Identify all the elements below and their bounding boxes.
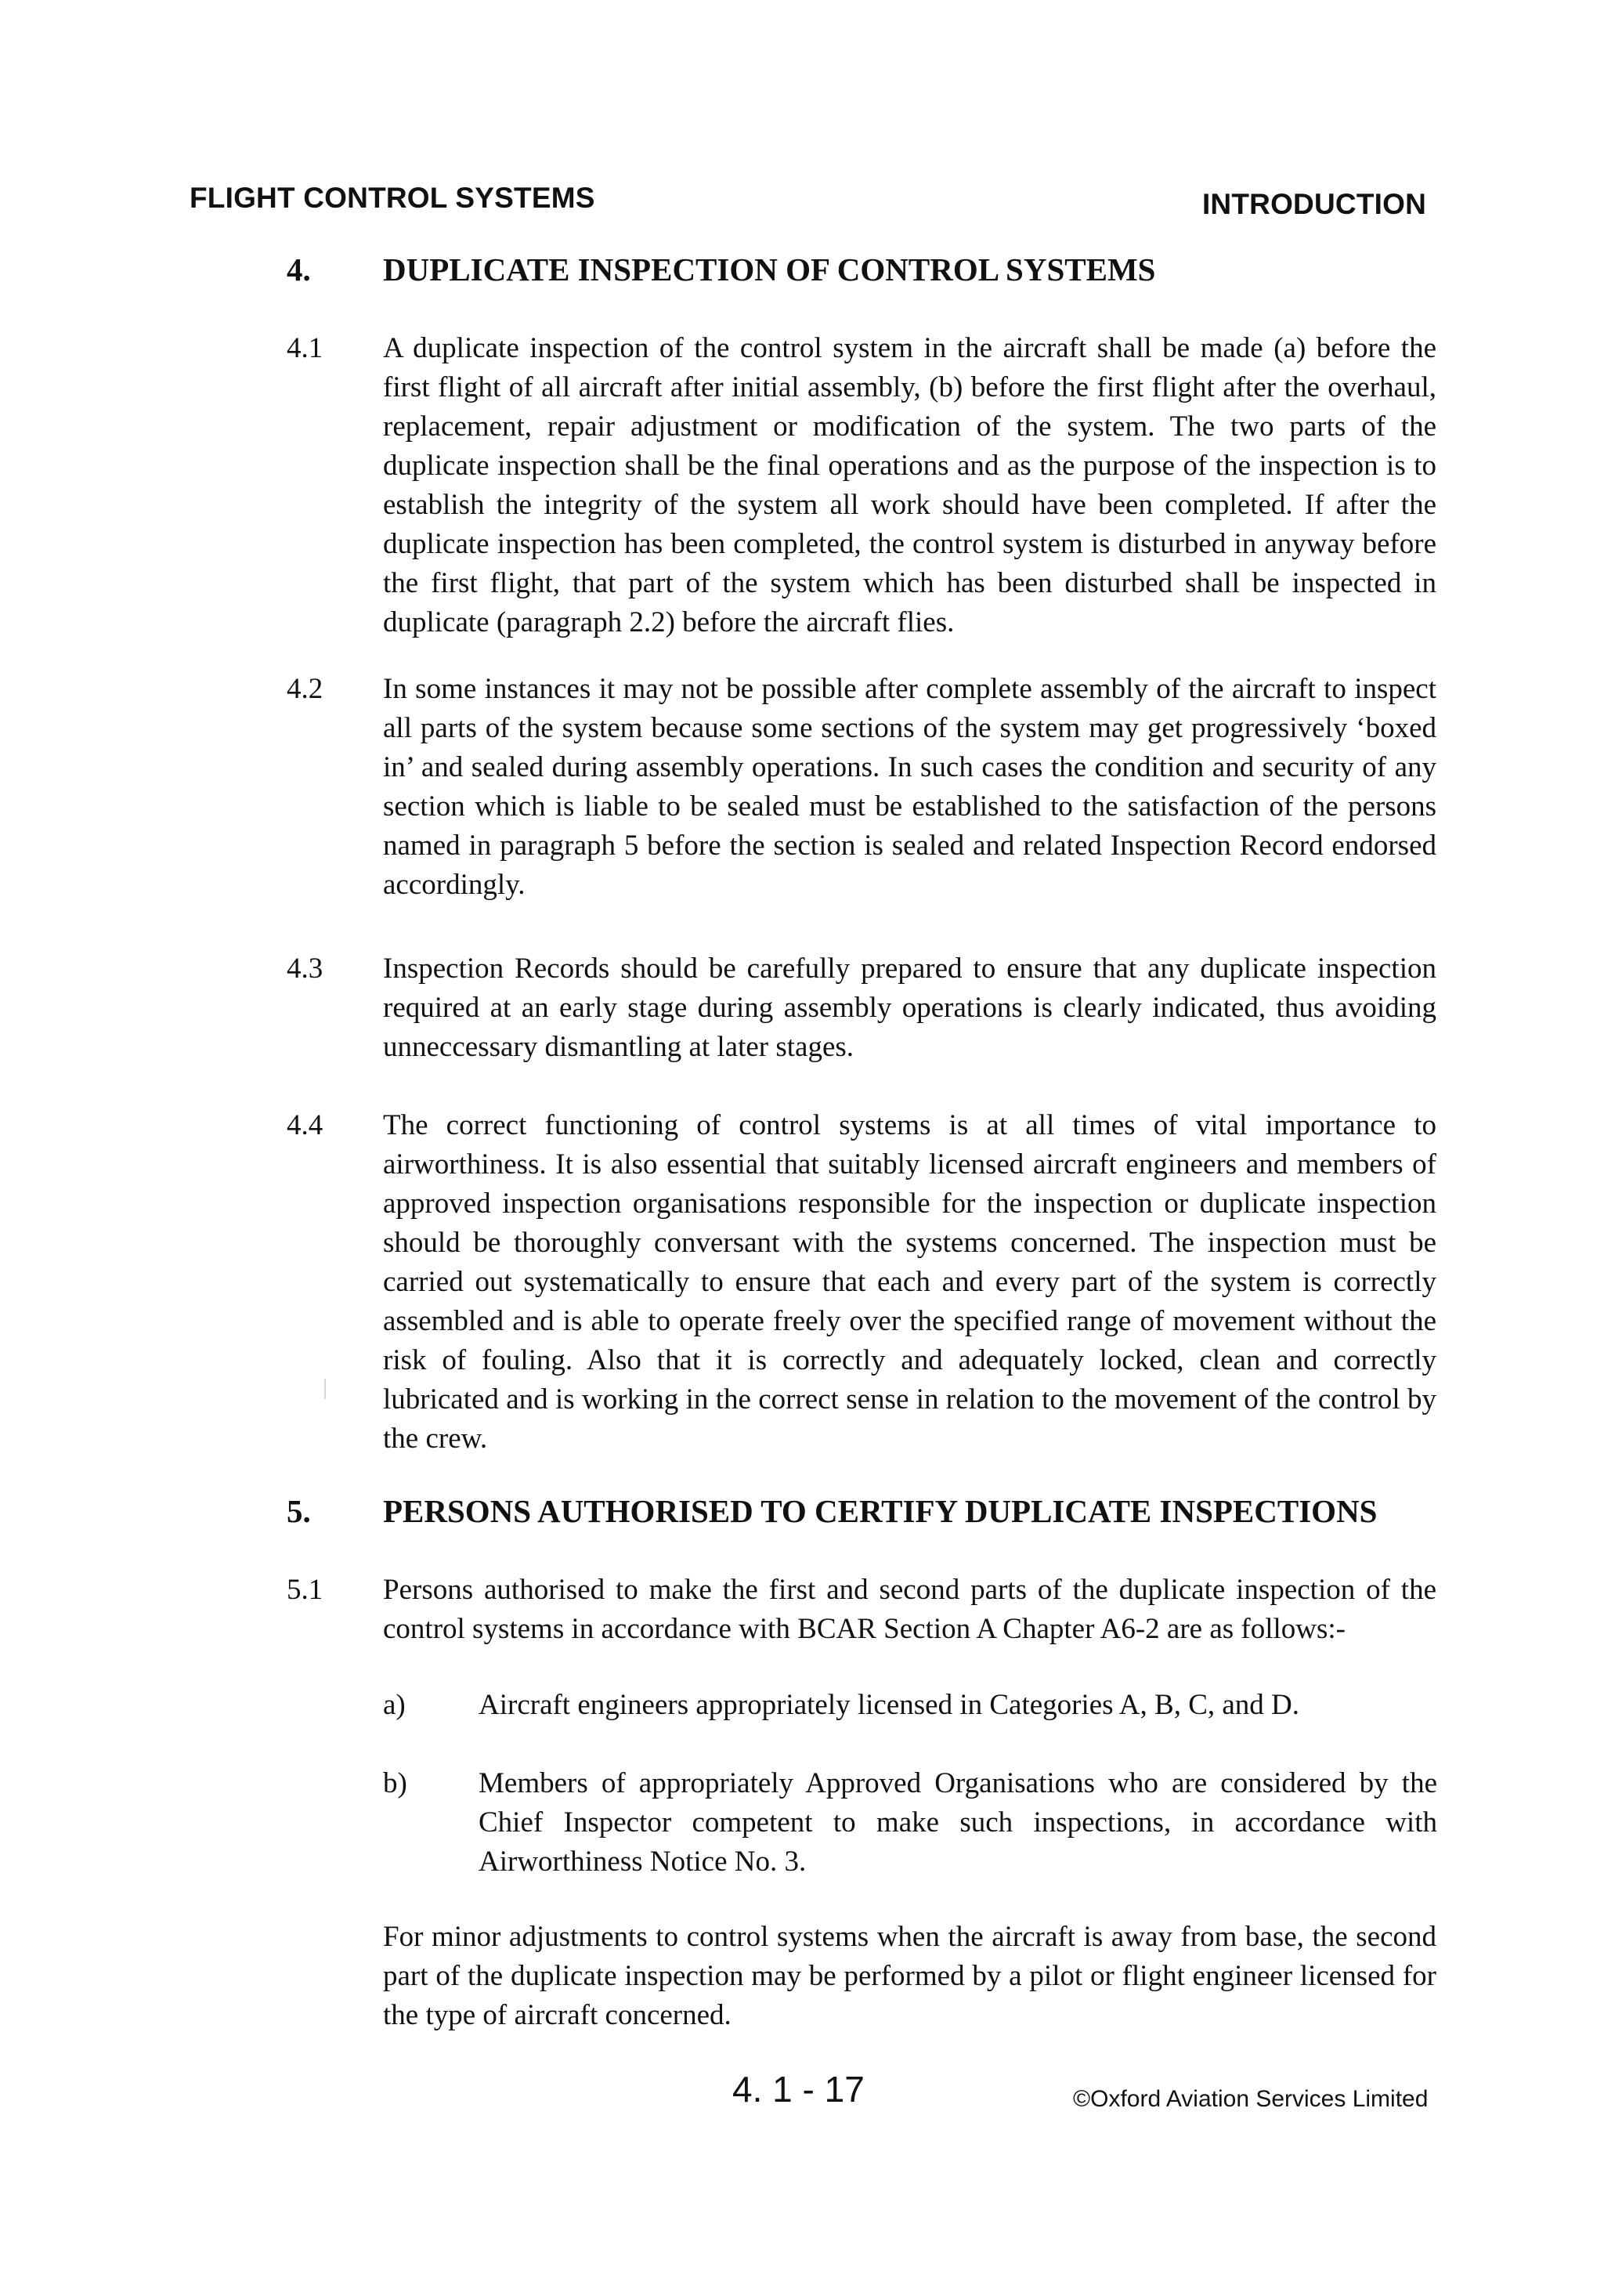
section-5-number: 5. [287,1493,311,1529]
paragraph-4-2-number: 4.2 [287,673,323,705]
paragraph-4-1-text: A duplicate inspection of the control system in the aircraft shall be made (a) before the first flight of all aircraft after initial assembly, (b) before the first flight after the overhaul, replacement, repair adjustment or modification of the system. The two parts of the duplicate inspection shall be the final operations and as the purpose of the inspection is to establish the integrity of the system all work should have been completed. If after the duplicate inspection has been completed, the control system is disturbed in anyway before the first flight, that part of the system which has been disturbed shall be inspected in duplicate (paragraph 2.2) before the aircraft flies. [383,332,1436,638]
running-header-section: INTRODUCTION [1201,188,1426,220]
copyright-notice: ©Oxford Aviation Services Limited [1073,2086,1429,2112]
paragraph-4-1-number: 4.1 [287,332,323,364]
closing-paragraph: For minor adjustments to control systems when the aircraft is away from base, the second part of the duplicate inspection may be performed by a pilot or flight engineer licensed for the type of aircraft concerned. [383,1921,1436,2031]
list-item-a-label: a) [383,1689,406,1721]
page-number: 4. 1 - 17 [732,2069,865,2110]
section-4-title: DUPLICATE INSPECTION OF CONTROL SYSTEMS [383,251,1156,287]
paragraph-5-1-number: 5.1 [287,1574,323,1606]
paragraph-4-3-text: Inspection Records should be carefully prepared to ensure that any duplicate inspection required at an early stage during assembly operations is clearly indicated, thus avoiding unneccessary dismantling at later stages. [383,953,1436,1063]
list-item-b-label: b) [383,1767,407,1799]
list-item-a-text: Aircraft engineers appropriately licensed in Categories A, B, C, and D. [479,1689,1300,1721]
paragraph-4-2-text: In some instances it may not be possible after complete assembly of the aircraft to inspect all parts of the system because some sections of the system may get progressively ‘boxed in’ and sealed during assembly operations. In such cases the condition and security of any section which is liable to be sealed must be established to the satisfaction of the persons named in paragraph 5 before the section is sealed and related Inspection Record endorsed accordingly. [383,673,1436,901]
paragraph-4-4-text: The correct functioning of control systems is at all times of vital importance to airworthiness. It is also essential that suitably licensed aircraft engineers and members of approved inspection organisations responsible for the inspection or duplicate inspection should be thoroughly conversant with the systems concerned. The inspection must be carried out systematically to ensure that each and every part of the system is correctly assembled and is able to operate freely over the specified range of movement without the risk of fouling. Also that it is correctly and adequately locked, clean and correctly lubricated and is working in the correct sense in relation to the movement of the control by the crew. [383,1109,1436,1455]
running-header-title: FLIGHT CONTROL SYSTEMS [190,182,595,214]
scan-mark [324,1379,326,1399]
paragraph-4-3-number: 4.3 [287,953,323,985]
list-item-b-text: Members of appropriately Approved Organisations who are considered by the Chief Inspector competent to make such inspections, in accordance with Airworthiness Notice No. 3. [479,1767,1437,1878]
section-5-title: PERSONS AUTHORISED TO CERTIFY DUPLICATE INSPECTIONS [383,1493,1378,1529]
paragraph-5-1-text: Persons authorised to make the first and second parts of the duplicate inspection of the control systems in accordance with BCAR Section A Chapter A6-2 are as follows:- [383,1574,1436,1645]
paragraph-4-4-number: 4.4 [287,1109,323,1141]
section-4-number: 4. [287,251,311,287]
